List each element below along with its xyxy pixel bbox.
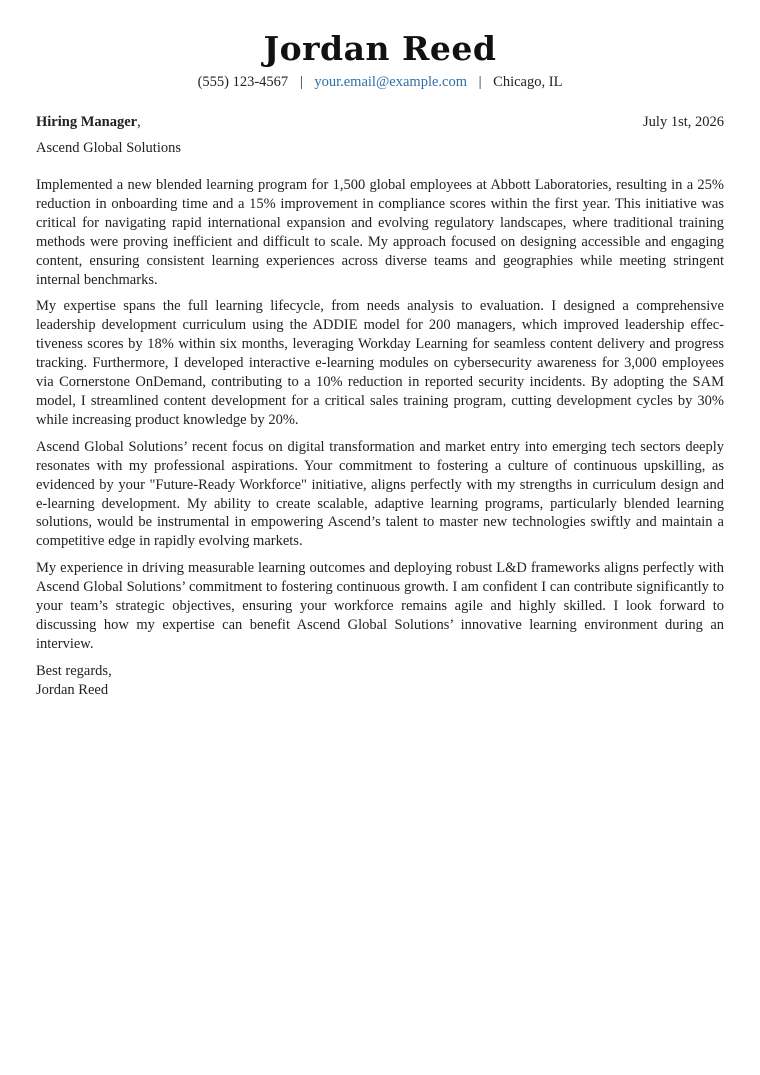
applicant-name: Jordan Reed — [263, 29, 497, 68]
recipient-name: Hiring Manager — [36, 114, 138, 130]
letter-date: July 1st, 2026 — [643, 114, 724, 130]
phone-number: (555) 123-4567 — [197, 74, 289, 90]
location: Chicago, IL — [493, 74, 563, 90]
closing-salutation: Best regards, — [36, 662, 112, 679]
recipient-line — [36, 112, 141, 132]
recipient-date-row — [36, 112, 724, 132]
recipient-name-suffix: , — [137, 114, 141, 130]
body-paragraph: My expertise spans the full learning lifecycle, from needs analysis to evaluation. I designed a comprehensive leadership development curriculum using the ADDIE model for 200 managers, which improved leadership effectiveness scores by 18% within six months, leveraging Workday Learning for seamless content delivery and progress tracking. Furthermore, I developed interactive e-learning modules on cybersecurity awareness for 3,000 employees via Cornerstone OnDemand, contributing to a 10% reduction in reported security incidents. By adopting the SAM model, I streamlined content development for a critical sales training program, cutting development cycles by 30% while increasing product knowledge by 20%. — [36, 298, 724, 428]
letter-body — [36, 176, 724, 654]
body-paragraph: My experience in driving measurable learning outcomes and deploying robust L&D frameworks aligns perfectly with Ascend Global Solutions’ commitment to fostering continuous growth. I am confident I can contribute significantly to your team’s strategic objectives, ensuring your workforce remains agile and highly skilled. I look forward to discussing how my expertise can benefit Ascend Global Solutions’ innovative learning environment during an interview. — [36, 560, 724, 652]
contact-separator: | — [299, 74, 303, 90]
letter-closing — [36, 662, 724, 701]
contact-separator: | — [478, 74, 482, 90]
email-link[interactable]: your.email@example.com — [314, 74, 468, 90]
closing-signature: Jordan Reed — [36, 682, 109, 699]
contact-line — [36, 72, 724, 92]
recipient-company: Ascend Global Solutions — [36, 140, 181, 156]
body-paragraph: Ascend Global Solutions’ recent focus on digital transformation and market entry into emerging tech sectors deeply resonates with my professional aspirations. Your commitment to fostering a culture of continuous upskilling, as evidenced by your "Future-Ready Workforce" initiative, aligns perfectly with my strengths in curriculum design and e-learning development. My ability to create scalable, adaptive learning programs, particularly blended learning solutions, would be instrumental in empowering Ascend’s talent to master new technologies swiftly and maintain a competitive edge in rapidly evolving markets. — [36, 438, 724, 550]
body-paragraph: Implemented a new blended learning program for 1,500 global employees at Abbott Laboratories, resulting in a 25% reduction in onboarding time and a 15% improvement in compliance scores within the first year. This initiative was critical for navigating rapid international expansion and evolving regulatory landscapes, where traditional training methods were proving inefficient and difficult to scale. My approach focused on designing accessible and engaging content, ensuring consistent learning experiences across diverse teams and geographies while meeting stringent internal benchmarks. — [36, 177, 724, 288]
